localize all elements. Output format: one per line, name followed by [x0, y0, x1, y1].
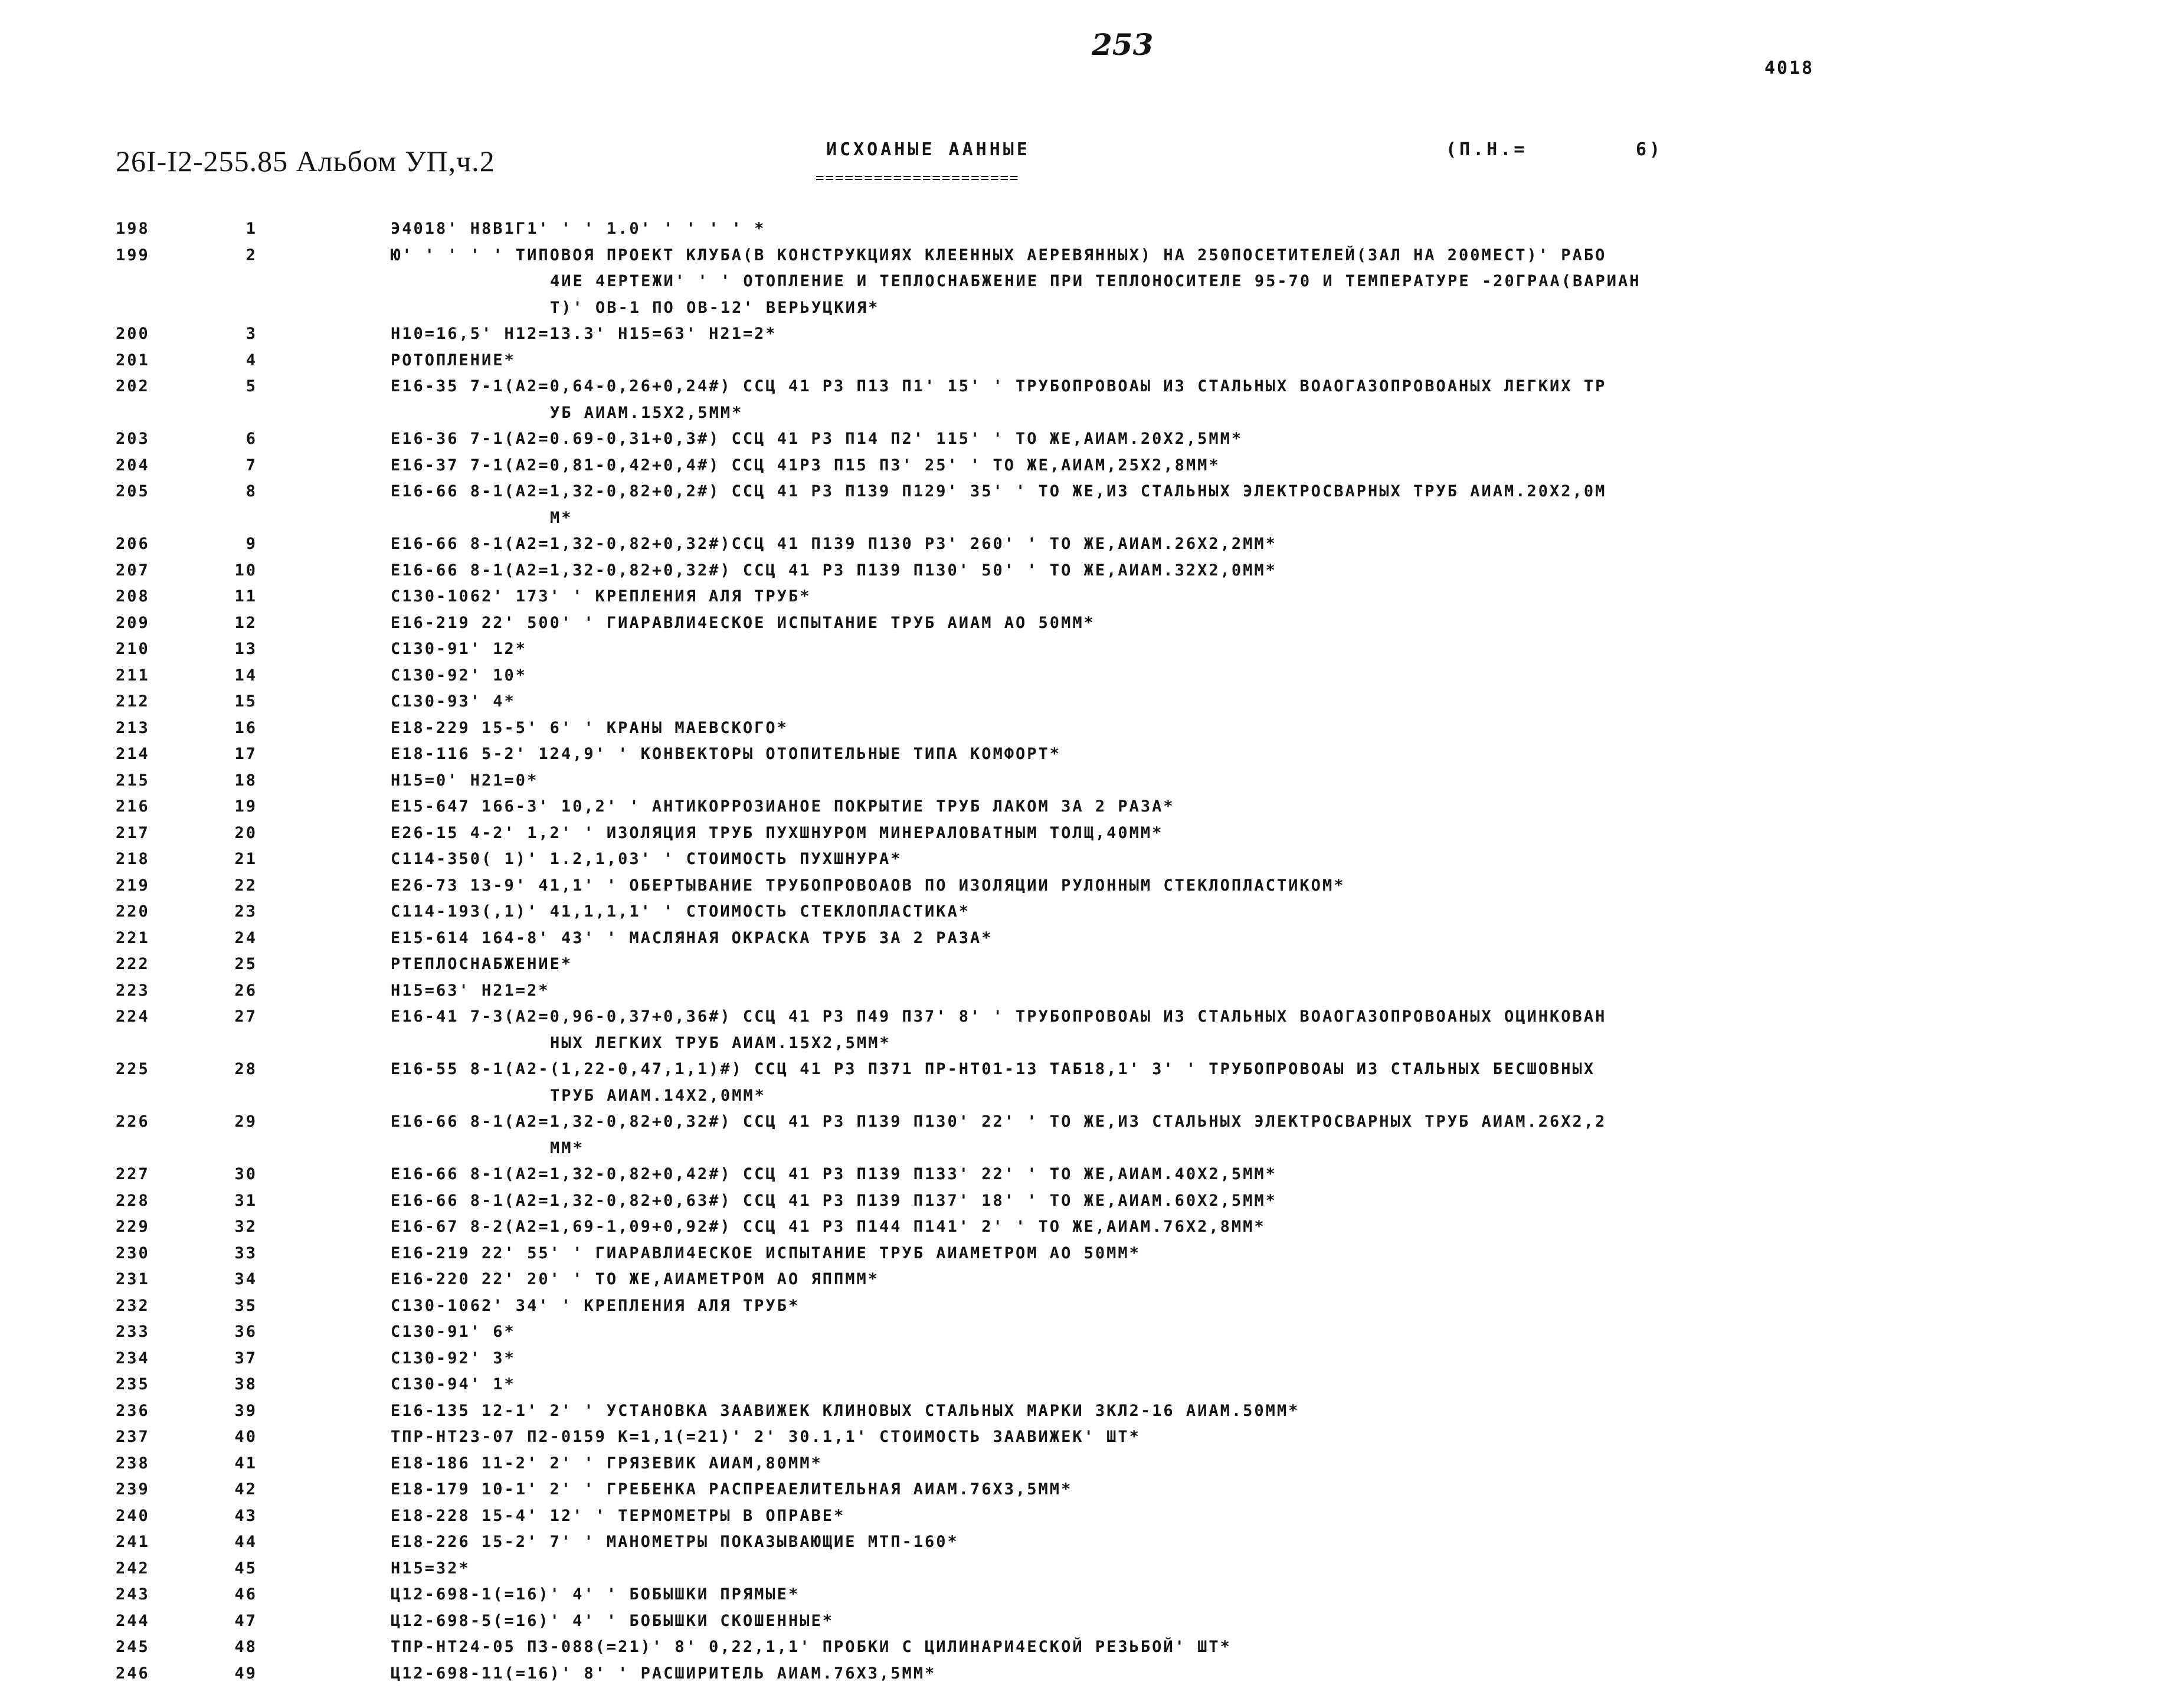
- record-number: 199: [116, 246, 150, 264]
- record-row: [116, 479, 2081, 531]
- record-text: Е18-226 15-2' 7' ' МАНОМЕТРЫ ПОКАЗЫВАЮЩИЕ МТП-160*: [391, 1533, 959, 1551]
- record-row: [116, 1214, 2081, 1241]
- record-text: С130-93' 4*: [391, 692, 516, 711]
- record-text: С130-1062' 34' ' КРЕПЛЕНИЯ АЛЯ ТРУБ*: [391, 1296, 800, 1315]
- record-text: С114-193(,1)' 41,1,1,1' ' СТОИМОСТЬ СТЕКЛОПЛАСТИКА*: [391, 902, 971, 921]
- record-sequence: 49: [234, 1664, 257, 1683]
- record-row: [116, 820, 2081, 847]
- record-number: 203: [116, 430, 150, 448]
- record-text: Н15=32*: [391, 1559, 470, 1578]
- record-number: 240: [116, 1506, 150, 1525]
- record-text: Е16-66 8-1(А2=1,32-0,82+0,63#) ССЦ 41 РЗ П139 П137' 18' ' ТО ЖЕ,АИАМ.60Х2,5ММ*: [391, 1191, 1277, 1210]
- record-sequence: 43: [234, 1506, 257, 1525]
- record-row: [116, 1267, 2081, 1293]
- record-number: 241: [116, 1533, 150, 1551]
- record-sequence: 2: [245, 246, 257, 264]
- record-text: Е16-66 8-1(А2=1,32-0,82+0,42#) ССЦ 41 РЗ П139 П133' 22' ' ТО ЖЕ,АИАМ.40Х2,5ММ*: [391, 1165, 1277, 1183]
- record-number: 198: [116, 220, 150, 238]
- record-sequence: 4: [245, 351, 257, 369]
- record-number: 200: [116, 325, 150, 343]
- record-text: С130-94' 1*: [391, 1375, 516, 1393]
- record-row: [116, 584, 2081, 610]
- record-text: Е16-37 7-1(А2=0,81-0,42+0,4#) ССЦ 41РЗ П15 П3' 25' ' ТО ЖЕ,АИАМ,25Х2,8ММ*: [391, 456, 1220, 475]
- record-sequence: 46: [234, 1585, 257, 1604]
- record-number: 234: [116, 1349, 150, 1367]
- record-sequence: 36: [234, 1323, 257, 1341]
- record-row: [116, 531, 2081, 558]
- record-row: [116, 1424, 2081, 1451]
- record-row: [116, 216, 2081, 243]
- record-text-continuation: НЫХ ЛЕГКИХ ТРУБ АИАМ.15Х2,5ММ*: [550, 1033, 891, 1052]
- record-number: 225: [116, 1060, 150, 1078]
- record-row: [116, 1477, 2081, 1503]
- record-number: 213: [116, 718, 150, 737]
- record-sequence: 28: [234, 1060, 257, 1078]
- record-text-continuation: 4ИЕ 4ЕРТЕЖИ' ' ' ОТОПЛЕНИЕ И ТЕПЛОСНАБЖЕНИЕ ПРИ ТЕПЛОНОСИТЕЛЕ 95-70 И ТЕМПЕРАТУРЕ -20ГРАА(ВАРИАН: [550, 272, 1641, 290]
- page-number: 253: [1092, 27, 1154, 62]
- record-sequence: 12: [234, 613, 257, 632]
- record-number: 244: [116, 1611, 150, 1630]
- record-text: Е15-614 164-8' 43' ' МАСЛЯНАЯ ОКРАСКА ТРУБ ЗА 2 РАЗА*: [391, 928, 993, 947]
- record-text-continuation: Т)' ОВ-1 ПО ОВ-12' ВЕРЬУЦКИЯ*: [550, 298, 880, 317]
- record-text-continuation: УБ АИАМ.15Х2,5ММ*: [550, 403, 744, 422]
- record-sequence: 33: [234, 1244, 257, 1262]
- record-sequence: 35: [234, 1296, 257, 1315]
- section-underline: =====================: [816, 169, 1020, 186]
- record-row: [116, 610, 2081, 637]
- section-title: ИСХОАНЫЕ ААННЫЕ: [826, 139, 1030, 160]
- record-row: [116, 951, 2081, 978]
- record-text: С130-1062' 173' ' КРЕПЛЕНИЯ АЛЯ ТРУБ*: [391, 587, 811, 606]
- record-sequence: 19: [234, 797, 257, 816]
- record-sequence: 8: [245, 482, 257, 500]
- album-reference: 26I-I2-255.85 Альбом УП,ч.2: [116, 145, 495, 178]
- record-row: [116, 1319, 2081, 1346]
- record-row: [116, 1634, 2081, 1661]
- record-row: [116, 768, 2081, 794]
- record-number: 227: [116, 1165, 150, 1183]
- record-row: [116, 873, 2081, 899]
- record-row: [116, 1451, 2081, 1477]
- record-row: [116, 899, 2081, 925]
- record-number: 219: [116, 876, 150, 895]
- record-number: 233: [116, 1323, 150, 1341]
- record-number: 228: [116, 1191, 150, 1210]
- record-list: [116, 216, 2081, 1687]
- record-text: Е16-36 7-1(А2=0.69-0,31+0,3#) ССЦ 41 РЗ П14 П2' 115' ' ТО ЖЕ,АИАМ.20Х2,5ММ*: [391, 430, 1243, 448]
- record-sequence: 22: [234, 876, 257, 895]
- record-number: 237: [116, 1428, 150, 1446]
- record-sequence: 44: [234, 1533, 257, 1551]
- record-text: Е16-66 8-1(А2=1,32-0,82+0,32#) ССЦ 41 РЗ П139 П130' 22' ' ТО ЖЕ,ИЗ СТАЛЬНЫХ ЭЛЕКТРОСВАРНЫХ ТРУБ АИАМ.26Х2,2: [391, 1113, 1607, 1131]
- record-text: Е16-66 8-1(А2=1,32-0,82+0,32#)ССЦ 41 П139 П130 РЗ' 260' ' ТО ЖЕ,АИАМ.26Х2,2ММ*: [391, 535, 1277, 553]
- record-text: РТЕПЛОСНАБЖЕНИЕ*: [391, 955, 573, 973]
- record-text: С130-91' 6*: [391, 1323, 516, 1341]
- record-row: [116, 1608, 2081, 1635]
- record-sequence: 1: [245, 220, 257, 238]
- record-number: 208: [116, 587, 150, 606]
- record-sequence: 16: [234, 718, 257, 737]
- record-row: [116, 321, 2081, 348]
- record-sequence: 18: [234, 771, 257, 790]
- record-sequence: 30: [234, 1165, 257, 1183]
- record-text: Н15=63' Н21=2*: [391, 981, 550, 1000]
- record-text: Е18-228 15-4' 12' ' ТЕРМОМЕТРЫ В ОПРАВЕ*: [391, 1506, 846, 1525]
- record-row: [116, 374, 2081, 426]
- record-number: 222: [116, 955, 150, 973]
- record-sequence: 32: [234, 1218, 257, 1236]
- record-row: [116, 1056, 2081, 1109]
- record-number: 242: [116, 1559, 150, 1578]
- record-sequence: 34: [234, 1270, 257, 1288]
- record-row: [116, 1109, 2081, 1161]
- record-row: [116, 426, 2081, 453]
- record-row: [116, 1503, 2081, 1530]
- record-sequence: 11: [234, 587, 257, 606]
- record-number: 229: [116, 1218, 150, 1236]
- record-sequence: 48: [234, 1638, 257, 1656]
- record-number: 215: [116, 771, 150, 790]
- record-number: 201: [116, 351, 150, 369]
- record-text-continuation: М*: [550, 508, 573, 527]
- record-sequence: 10: [234, 561, 257, 580]
- record-sequence: 39: [234, 1401, 257, 1420]
- record-text: Э4018' Н8В1Г1' ' ' 1.0' ' ' ' ' *: [391, 220, 766, 238]
- record-number: 243: [116, 1585, 150, 1604]
- record-number: 220: [116, 902, 150, 921]
- record-row: [116, 558, 2081, 584]
- record-sequence: 27: [234, 1007, 257, 1026]
- record-row: [116, 978, 2081, 1004]
- record-sequence: 14: [234, 666, 257, 685]
- record-text: Е18-179 10-1' 2' ' ГРЕБЕНКА РАСПРЕАЕЛИТЕЛЬНАЯ АИАМ.76Х3,5ММ*: [391, 1480, 1073, 1498]
- record-number: 202: [116, 377, 150, 395]
- record-sequence: 47: [234, 1611, 257, 1630]
- record-row: [116, 1529, 2081, 1556]
- record-text: Е16-55 8-1(А2-(1,22-0,47,1,1)#) ССЦ 41 РЗ П371 ПР-НТ01-13 ТАБ18,1' 3' ' ТРУБОПРОВОАЫ ИЗ СТАЛЬНЫХ БЕСШОВНЫХ: [391, 1060, 1596, 1078]
- record-sequence: 40: [234, 1428, 257, 1446]
- record-number: 207: [116, 561, 150, 580]
- record-number: 231: [116, 1270, 150, 1288]
- record-sequence: 3: [245, 325, 257, 343]
- record-number: 210: [116, 640, 150, 658]
- record-text: ТПР-НТ24-05 П3-088(=21)' 8' 0,22,1,1' ПРОБКИ С ЦИЛИНАРИ4ЕСКОЙ РЕЗЬБОЙ' ШТ*: [391, 1638, 1232, 1656]
- record-text: С114-350( 1)' 1.2,1,03' ' СТОИМОСТЬ ПУХШНУРА*: [391, 850, 902, 868]
- record-row: [116, 348, 2081, 374]
- document-code: 4018: [1764, 58, 1815, 78]
- record-sequence: 38: [234, 1375, 257, 1393]
- record-sequence: 9: [245, 535, 257, 553]
- record-row: [116, 243, 2081, 322]
- record-sequence: 26: [234, 981, 257, 1000]
- record-text-continuation: ТРУБ АИАМ.14Х2,0ММ*: [550, 1086, 766, 1105]
- record-text: Е16-220 22' 20' ' ТО ЖЕ,АИАМЕТРОМ АО ЯППММ*: [391, 1270, 879, 1288]
- record-row: [116, 1372, 2081, 1398]
- record-sequence: 45: [234, 1559, 257, 1578]
- record-text: Е16-67 8-2(А2=1,69-1,09+0,92#) ССЦ 41 РЗ П144 П141' 2' ' ТО ЖЕ,АИАМ.76Х2,8ММ*: [391, 1218, 1266, 1236]
- record-text-continuation: ММ*: [550, 1138, 584, 1157]
- record-text: Е16-66 8-1(А2=1,32-0,82+0,32#) ССЦ 41 РЗ П139 П130' 50' ' ТО ЖЕ,АИАМ.32Х2,0ММ*: [391, 561, 1277, 580]
- record-sequence: 13: [234, 640, 257, 658]
- record-text: Е16-41 7-3(А2=0,96-0,37+0,36#) ССЦ 41 РЗ П49 П37' 8' ' ТРУБОПРОВОАЫ ИЗ СТАЛЬНЫХ ВОАОГАЗОПРОВОАНЫХ ОЦИНКОВАН: [391, 1007, 1607, 1026]
- record-number: 211: [116, 666, 150, 685]
- record-row: [116, 1293, 2081, 1320]
- record-row: [116, 1241, 2081, 1267]
- record-row: [116, 794, 2081, 820]
- record-row: [116, 1004, 2081, 1056]
- record-text: Е26-73 13-9' 41,1' ' ОБЕРТЫВАНИЕ ТРУБОПРОВОАОВ ПО ИЗОЛЯЦИИ РУЛОННЫМ СТЕКЛОПЛАСТИКОМ*: [391, 876, 1345, 895]
- record-row: [116, 636, 2081, 663]
- record-text: ТПР-НТ23-07 П2-0159 К=1,1(=21)' 2' 30.1,1' СТОИМОСТЬ ЗААВИЖЕК' ШТ*: [391, 1428, 1141, 1446]
- record-sequence: 15: [234, 692, 257, 711]
- record-row: [116, 1346, 2081, 1372]
- record-row: [116, 1582, 2081, 1608]
- record-sequence: 42: [234, 1480, 257, 1498]
- record-sequence: 21: [234, 850, 257, 868]
- record-text: Ц12-698-1(=16)' 4' ' БОБЫШКИ ПРЯМЫЕ*: [391, 1585, 800, 1604]
- record-row: [116, 1188, 2081, 1215]
- record-number: 205: [116, 482, 150, 500]
- record-sequence: 25: [234, 955, 257, 973]
- record-text: Н10=16,5' Н12=13.3' Н15=63' Н21=2*: [391, 325, 777, 343]
- record-sequence: 20: [234, 823, 257, 842]
- record-number: 245: [116, 1638, 150, 1656]
- record-text: Ю' ' ' ' ' ТИПОВОЯ ПРОЕКТ КЛУБА(В КОНСТРУКЦИЯХ КЛЕЕННЫХ АЕРЕВЯННЫХ) НА 250ПОСЕТИТЕЛЕЙ(ЗАЛ НА 200МЕСТ)' РАБО: [391, 246, 1607, 264]
- record-row: [116, 689, 2081, 715]
- record-number: 217: [116, 823, 150, 842]
- record-number: 209: [116, 613, 150, 632]
- record-row: [116, 925, 2081, 952]
- record-text: Е16-35 7-1(А2=0,64-0,26+0,24#) ССЦ 41 РЗ П13 П1' 15' ' ТРУБОПРОВОАЫ ИЗ СТАЛЬНЫХ ВОАОГАЗОПРОВОАНЫХ ЛЕГКИХ ТР: [391, 377, 1607, 395]
- record-text: Е16-135 12-1' 2' ' УСТАНОВКА ЗААВИЖЕК КЛИНОВЫХ СТАЛЬНЫХ МАРКИ ЗКЛ2-16 АИАМ.50ММ*: [391, 1401, 1300, 1420]
- record-text: Е16-66 8-1(А2=1,32-0,82+0,2#) ССЦ 41 РЗ П139 П129' 35' ' ТО ЖЕ,ИЗ СТАЛЬНЫХ ЭЛЕКТРОСВАРНЫХ ТРУБ АИАМ.20Х2,0М: [391, 482, 1607, 500]
- record-row: [116, 1161, 2081, 1188]
- record-row: [116, 715, 2081, 742]
- record-number: 218: [116, 850, 150, 868]
- pn-value: 6): [1636, 139, 1664, 160]
- record-text: Ц12-698-11(=16)' 8' ' РАСШИРИТЕЛЬ АИАМ.76Х3,5ММ*: [391, 1664, 937, 1683]
- record-sequence: 17: [234, 745, 257, 763]
- record-text: Н15=0' Н21=0*: [391, 771, 539, 790]
- record-text: С130-91' 12*: [391, 640, 528, 658]
- record-sequence: 31: [234, 1191, 257, 1210]
- record-sequence: 23: [234, 902, 257, 921]
- pn-label: (П.Н.=: [1446, 139, 1528, 160]
- record-row: [116, 1661, 2081, 1687]
- record-text: Е18-229 15-5' 6' ' КРАНЫ МАЕВСКОГО*: [391, 718, 788, 737]
- record-number: 224: [116, 1007, 150, 1026]
- record-number: 238: [116, 1454, 150, 1473]
- record-number: 204: [116, 456, 150, 475]
- record-text: Е18-116 5-2' 124,9' ' КОНВЕКТОРЫ ОТОПИТЕЛЬНЫЕ ТИПА КОМФОРТ*: [391, 745, 1062, 763]
- record-sequence: 41: [234, 1454, 257, 1473]
- record-number: 246: [116, 1664, 150, 1683]
- record-number: 206: [116, 535, 150, 553]
- record-number: 232: [116, 1296, 150, 1315]
- record-row: [116, 663, 2081, 689]
- record-sequence: 29: [234, 1113, 257, 1131]
- record-row: [116, 741, 2081, 768]
- record-number: 216: [116, 797, 150, 816]
- record-number: 239: [116, 1480, 150, 1498]
- record-sequence: 5: [245, 377, 257, 395]
- record-text: С130-92' 3*: [391, 1349, 516, 1367]
- record-text: Ц12-698-5(=16)' 4' ' БОБЫШКИ СКОШЕННЫЕ*: [391, 1611, 834, 1630]
- record-row: [116, 846, 2081, 873]
- record-row: [116, 1556, 2081, 1582]
- record-text: Е18-186 11-2' 2' ' ГРЯЗЕВИК АИАМ,80ММ*: [391, 1454, 823, 1473]
- record-number: 230: [116, 1244, 150, 1262]
- record-text: Е26-15 4-2' 1,2' ' ИЗОЛЯЦИЯ ТРУБ ПУХШНУРОМ МИНЕРАЛОВАТНЫМ ТОЛЩ,40ММ*: [391, 823, 1164, 842]
- record-text: Е15-647 166-3' 10,2' ' АНТИКОРРОЗИАНОЕ ПОКРЫТИЕ ТРУБ ЛАКОМ ЗА 2 РАЗА*: [391, 797, 1175, 816]
- record-number: 214: [116, 745, 150, 763]
- record-row: [116, 453, 2081, 479]
- record-text: Е16-219 22' 500' ' ГИАРАВЛИ4ЕСКОЕ ИСПЫТАНИЕ ТРУБ АИАМ АО 50ММ*: [391, 613, 1095, 632]
- record-number: 221: [116, 928, 150, 947]
- record-number: 236: [116, 1401, 150, 1420]
- record-sequence: 24: [234, 928, 257, 947]
- record-sequence: 7: [245, 456, 257, 475]
- record-number: 235: [116, 1375, 150, 1393]
- record-number: 226: [116, 1113, 150, 1131]
- record-sequence: 37: [234, 1349, 257, 1367]
- record-sequence: 6: [245, 430, 257, 448]
- record-text: РОТОПЛЕНИЕ*: [391, 351, 516, 369]
- record-row: [116, 1398, 2081, 1425]
- record-text: Е16-219 22' 55' ' ГИАРАВЛИ4ЕСКОЕ ИСПЫТАНИЕ ТРУБ АИАМЕТРОМ АО 50ММ*: [391, 1244, 1141, 1262]
- record-text: С130-92' 10*: [391, 666, 528, 685]
- record-number: 223: [116, 981, 150, 1000]
- record-number: 212: [116, 692, 150, 711]
